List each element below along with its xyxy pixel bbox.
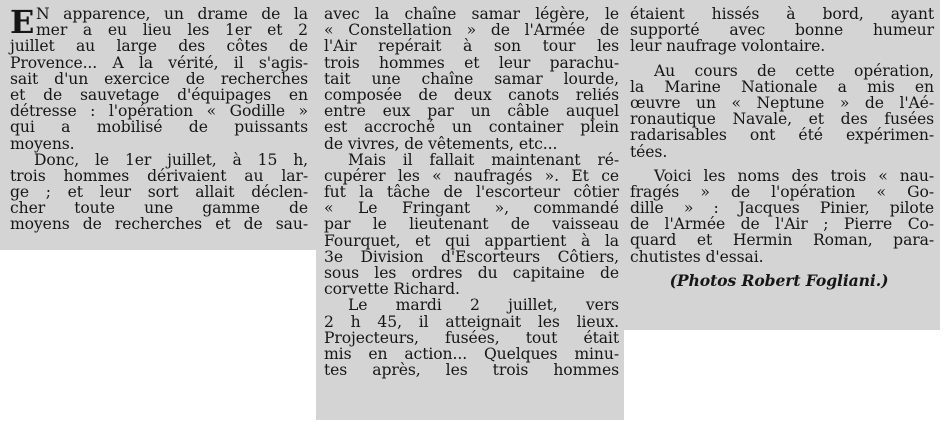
photo-credit	[630, 270, 934, 290]
text-line	[324, 152, 619, 168]
line-text: mis en action... Quelques minu-	[324, 344, 619, 363]
line-text: sous les ordres du capitaine de	[324, 264, 619, 282]
text-line	[324, 265, 619, 281]
text-line	[10, 22, 308, 38]
line-text: 3e Division d'Escorteurs Côtiers,	[324, 247, 619, 266]
text-line	[630, 22, 934, 38]
text-line	[324, 6, 619, 22]
line-text: Au cours de cette opération,	[654, 61, 934, 80]
line-text: étaient hissés à bord, ayant	[630, 5, 934, 23]
line-text: quard et Hermin Roman, para-	[630, 231, 934, 250]
column-text	[324, 6, 619, 378]
text-line	[10, 200, 308, 216]
line-text: tées.	[630, 142, 668, 161]
text-line	[324, 136, 619, 152]
line-text: trois hommes dérivaient au lar-	[10, 166, 308, 185]
text-line	[324, 119, 619, 135]
line-text: leur naufrage volontaire.	[630, 37, 826, 56]
line-text: fut la tâche de l'escorteur côtier	[324, 183, 619, 202]
text-line	[324, 38, 619, 54]
line-text: supporté avec bonne humeur	[630, 21, 934, 40]
column-text	[10, 3, 308, 234]
drop-cap: E	[10, 3, 35, 41]
line-text: Fourquet, et qui appartient à la	[324, 231, 619, 250]
line-text: Voici les noms des trois « nau-	[654, 166, 934, 185]
text-line	[10, 71, 308, 87]
line-text: chutistes d'essai.	[630, 247, 764, 266]
article-column-1	[0, 0, 316, 250]
line-text: Donc, le 1er juillet, à 15 h,	[34, 150, 308, 169]
text-line	[10, 87, 308, 103]
line-text: trois hommes et leur parachu-	[324, 53, 619, 72]
text-line	[630, 63, 934, 79]
line-text: mer a eu lieu les 1er et 2	[36, 21, 308, 40]
line-text: composée de deux canots reliés	[324, 85, 619, 104]
line-text: « Constellation » de l'Armée de	[324, 21, 619, 40]
text-line	[630, 127, 934, 143]
line-text: Le mardi 2 juillet, vers	[348, 296, 619, 315]
line-text: juillet au large des côtes de	[10, 37, 308, 56]
text-line	[324, 71, 619, 87]
line-text: Provence... A la vérité, il s'agis-	[10, 53, 308, 72]
text-line	[324, 297, 619, 313]
line-text: dille » : Jacques Pinier, pilote	[630, 199, 934, 218]
text-line	[630, 216, 934, 232]
line-text: Projecteurs, fusées, tout était	[324, 328, 619, 347]
text-line	[324, 346, 619, 362]
line-text: l'Air repérait à son tour les	[324, 37, 619, 56]
line-text: (Photos Robert Fogliani.)	[669, 270, 889, 290]
text-line	[630, 200, 934, 216]
article-column-3	[624, 0, 940, 330]
text-line	[10, 136, 308, 152]
text-line	[324, 184, 619, 200]
text-line	[630, 249, 934, 265]
text-line	[10, 38, 308, 54]
line-text: la Marine Nationale a mis en	[630, 77, 934, 96]
line-text: est accroché un container plein	[324, 118, 619, 137]
line-text: cher toute une gamme de	[10, 199, 308, 218]
text-line	[324, 168, 619, 184]
line-text: qui a mobilisé de puissants	[10, 118, 308, 137]
line-text: de l'Armée de l'Air ; Pierre Co-	[630, 215, 934, 234]
article-column-2	[316, 0, 624, 420]
line-text: de vivres, de vêtements, etc...	[324, 134, 558, 153]
text-line	[630, 38, 934, 54]
text-line	[10, 55, 308, 71]
text-line	[324, 249, 619, 265]
text-line	[630, 144, 934, 160]
line-text: 2 h 45, il atteignait les lieux.	[324, 312, 619, 331]
line-text: entre eux par un câble auquel	[324, 102, 619, 121]
text-line	[324, 330, 619, 346]
text-line	[630, 168, 934, 184]
line-text: par le lieutenant de vaisseau	[324, 215, 619, 234]
line-text: cupérer les « naufragés ». Et ce	[324, 166, 619, 185]
line-text: N apparence, un drame de la	[36, 5, 308, 23]
line-text: et de sauvetage d'équipages en	[10, 85, 308, 104]
line-text: tes après, les trois hommes	[324, 361, 619, 380]
text-line	[324, 314, 619, 330]
text-line	[10, 119, 308, 135]
line-text: ge ; et leur sort allait déclen-	[10, 183, 308, 202]
text-line	[630, 111, 934, 127]
text-line	[324, 55, 619, 71]
text-line	[630, 79, 934, 95]
line-text: « Le Fringant », commandé	[324, 199, 619, 218]
text-line	[324, 87, 619, 103]
line-text: tait une chaîne samar lourde,	[324, 69, 619, 88]
text-line	[324, 362, 619, 378]
line-text: moyens.	[10, 134, 75, 153]
line-text: moyens de recherches et de sau-	[10, 215, 308, 234]
text-line	[324, 22, 619, 38]
text-line	[10, 216, 308, 232]
line-text: fragés » de l'opération « Go-	[630, 182, 934, 201]
line-text: radarisables ont été expérimen-	[630, 126, 934, 145]
line-text: sait d'un exercice de recherches	[10, 69, 308, 88]
text-line	[630, 95, 934, 111]
text-line	[630, 184, 934, 200]
text-line	[324, 281, 619, 297]
text-line	[630, 6, 934, 22]
line-text: avec la chaîne samar légère, le	[324, 5, 619, 23]
text-line	[10, 6, 308, 22]
text-line	[10, 103, 308, 119]
text-line	[324, 233, 619, 249]
text-line	[10, 168, 308, 184]
text-line	[630, 232, 934, 248]
text-line	[10, 152, 308, 168]
text-line	[10, 184, 308, 200]
line-text: ronautique Navale, et des fusées	[630, 110, 934, 129]
text-line	[324, 216, 619, 232]
text-line	[324, 103, 619, 119]
text-line	[324, 200, 619, 216]
line-text: Mais il fallait maintenant ré-	[348, 150, 619, 169]
line-text: corvette Richard.	[324, 280, 460, 299]
line-text: œuvre un « Neptune » de l'Aé-	[630, 93, 934, 112]
column-text	[630, 6, 934, 289]
line-text: détresse : l'opération « Godille »	[10, 102, 308, 121]
